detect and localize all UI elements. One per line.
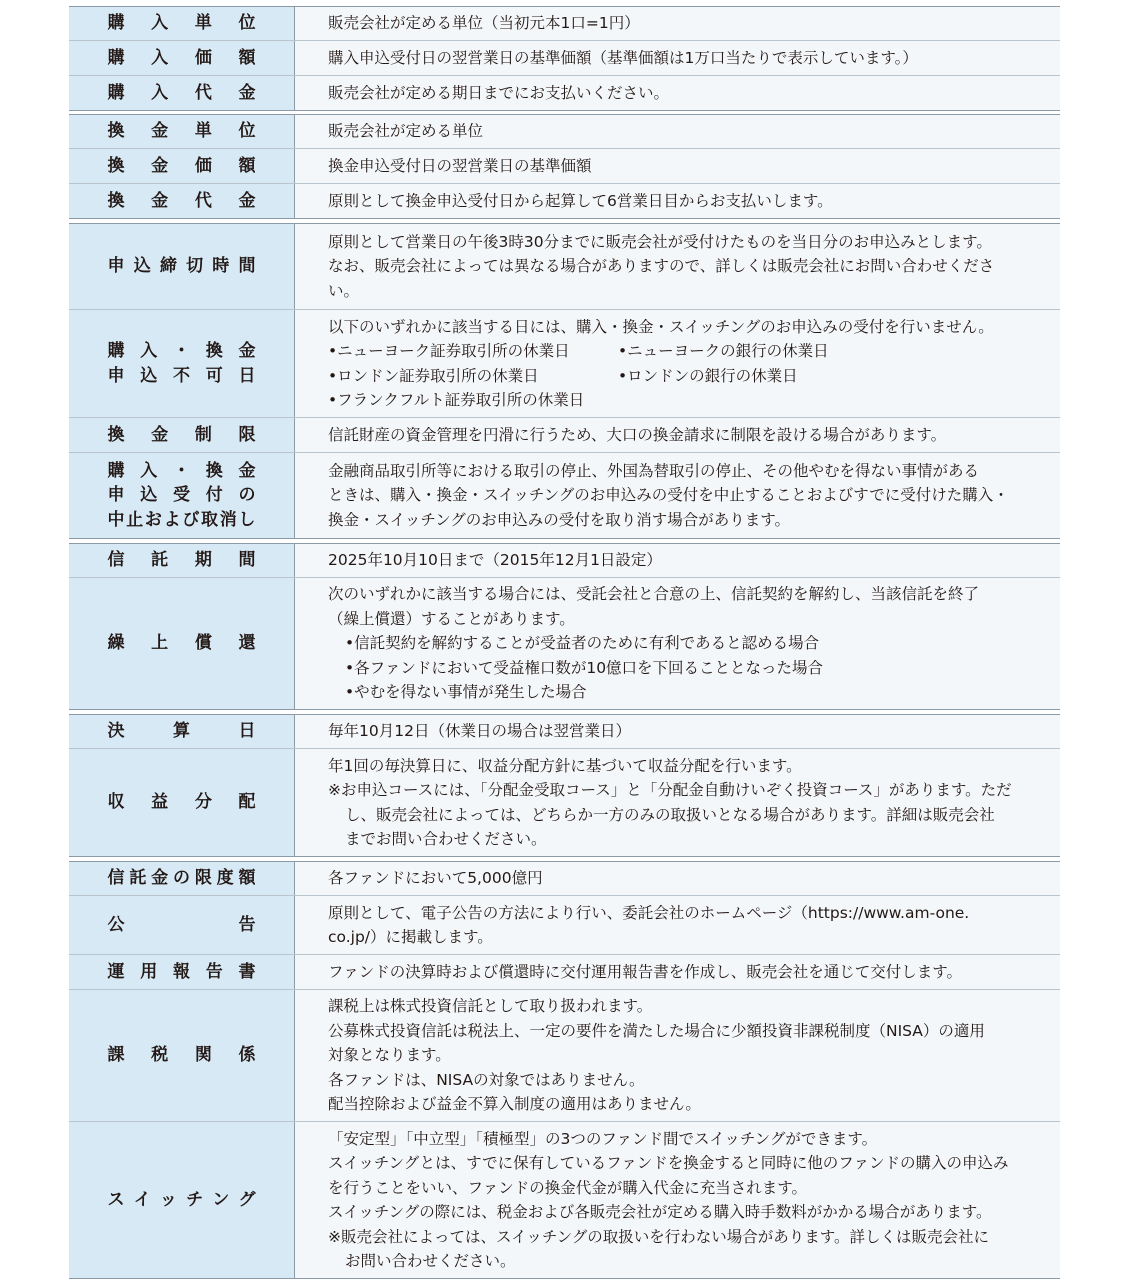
row-label-line: 申 込 不 可 日 [107,365,256,386]
row-label [69,896,295,954]
value-line: い。 [328,281,360,300]
row-value [295,896,1060,954]
value-subline: •やむを得ない事情が発生した場合 [345,683,587,702]
value-line: 以下のいずれかに該当する日には、購入・換金・スイッチングのお申込みの受付を行いません。 [328,317,994,336]
table-row [69,115,1060,148]
row-value [295,149,1060,183]
row-label-line: 申 込 締 切 時 間 [107,256,256,277]
row-label-line: 購 入 ・ 換 金 [107,460,256,481]
row-value [295,453,1060,538]
row-label-line: 収 益 分 配 [107,792,256,813]
value-line: 金融商品取引所等における取引の停止、外国為替取引の停止、その他やむを得ない事情がある [328,461,980,480]
row-value [295,578,1060,709]
row-label [69,578,295,709]
row-value [295,749,1060,856]
row-value [295,41,1060,75]
row-label-line: 換 金 制 限 [107,424,256,445]
value-subline: までお問い合わせください。 [345,830,547,848]
row-label-line: 購 入 単 位 [107,13,256,34]
row-value [295,310,1060,417]
row-label-line: 信 託 金 の 限 度 額 [107,868,256,889]
table-row [69,417,1060,452]
value-line: 各ファンドにおいて5,000億円 [328,869,543,888]
bullet-item: •ニューヨーク証券取引所の休業日 [328,342,570,360]
bullet-line [328,339,1042,364]
row-label [69,149,295,183]
value-line: 原則として換金申込受付日から起算して6営業日目からお支払いします。 [328,191,833,210]
row-value [295,1122,1060,1278]
value-line: co.jp/）に掲載します。 [328,928,493,946]
row-label-line: 換 金 単 位 [107,121,256,142]
row-label [69,76,295,110]
row-value [295,955,1060,989]
table-row [69,748,1060,856]
row-label-line: 申 込 受 付 の [107,485,256,506]
table-row [69,577,1060,709]
row-value [295,544,1060,577]
row-value [295,76,1060,110]
value-line: 各ファンドは、NISAの対象ではありません。 [328,1070,645,1089]
section-group [69,543,1060,710]
value-line: 2025年10月10日まで（2015年12月1日設定） [328,551,662,570]
table-row [69,75,1060,110]
table-row [69,544,1060,577]
row-label [69,310,295,417]
row-value [295,184,1060,218]
value-line: スイッチングの際には、税金および各販売会社が定める購入時手数料がかかる場合があります。 [328,1203,992,1221]
row-label-line: 換 金 代 金 [107,190,256,211]
value-line: 課税上は株式投資信託として取り扱われます。 [328,997,653,1016]
table-row [69,309,1060,417]
row-label [69,544,295,577]
row-value [295,862,1060,895]
row-value [295,224,1060,309]
row-label-line: 信 託 期 間 [107,550,256,571]
value-line: （繰上償還）することがあります。 [328,609,575,628]
value-line: 対象となります。 [328,1046,451,1065]
value-line: スイッチングとは、すでに保有しているファンドを換金すると同時に他のファンドの購入の申込み [328,1154,1009,1172]
value-subline: •各ファンドにおいて受益権口数が10億口を下回ることとなった場合 [345,658,824,677]
value-subline: し、販売会社によっては、どちらか一方のみの取扱いとなる場合があります。詳細は販売会社 [345,805,995,824]
row-label-line: 購 入 ・ 換 金 [107,341,256,361]
value-line: 原則として営業日の午後3時30分までに販売会社が受付けたものを当日分のお申込みとします。 [328,232,992,251]
value-line: 次のいずれかに該当する場合には、受託会社と合意の上、信託契約を解約し、当該信託を終了 [328,585,980,604]
row-label [69,224,295,309]
row-label [69,418,295,452]
bullet-line [328,364,1042,389]
row-label-line: 運 用 報 告 書 [107,961,256,982]
table-row [69,148,1060,183]
section-group [69,223,1060,539]
value-line: 年1回の毎決算日に、収益分配方針に基づいて収益分配を行います。 [328,756,802,775]
row-label-line: 公 告 [107,914,256,935]
bullet-item: •フランクフルト証券取引所の休業日 [328,391,585,409]
table-row [69,989,1060,1121]
fund-terms-table [69,6,1060,1283]
value-line: 換金・スイッチングのお申込みの受付を取り消す場合があります。 [328,510,791,529]
table-row [69,715,1060,748]
section-group [69,6,1060,111]
bullet-line [328,388,1042,413]
row-label [69,7,295,40]
value-line: 原則として、電子公告の方法により行い、委託会社のホームページ（https://www.am-one. [328,903,970,922]
row-label-line: 決 算 日 [107,721,256,742]
row-label-line: 換 金 価 額 [107,155,256,176]
value-subline: •信託契約を解約することが受益者のために有利であると認める場合 [345,634,820,653]
row-label [69,41,295,75]
row-label-line: ス イ ッ チ ン グ [107,1189,256,1210]
table-row [69,183,1060,218]
bullet-item: •ロンドン証券取引所の休業日 [328,366,539,385]
value-line: 販売会社が定める単位 [328,122,484,141]
table-row [69,1121,1060,1278]
table-row [69,452,1060,538]
row-value [295,115,1060,148]
value-line: 購入申込受付日の翌営業日の基準価額（基準価額は1万口当たりで表示しています。） [328,48,918,67]
value-line: 販売会社が定める期日までにお支払いください。 [328,83,670,102]
value-line: 配当控除および益金不算入制度の適用はありません。 [328,1095,701,1114]
table-row [69,895,1060,954]
row-label-line: 繰 上 償 還 [107,633,256,654]
value-line: ファンドの決算時および償還時に交付運用報告書を作成し、販売会社を通じて交付します。 [328,962,962,981]
row-label-line: 購 入 価 額 [107,47,256,68]
row-label [69,115,295,148]
table-row [69,862,1060,895]
row-label-line: 購 入 代 金 [107,82,256,103]
section-group [69,714,1060,857]
bullet-item: •ニューヨークの銀行の休業日 [618,342,829,360]
row-value [295,715,1060,748]
value-subline: お問い合わせください。 [345,1252,516,1270]
row-label [69,1122,295,1278]
section-group [69,861,1060,1279]
value-line: 換金申込受付日の翌営業日の基準価額 [328,156,592,175]
table-row [69,7,1060,40]
row-label-line: 課 税 関 係 [107,1045,256,1066]
row-label [69,184,295,218]
row-value [295,990,1060,1121]
value-line: ※お申込コースには、「分配金受取コース」と「分配金自動けいぞく投資コース」があります。ただ [328,781,1012,799]
table-row [69,224,1060,309]
value-line: なお、販売会社によっては異なる場合がありますので、詳しくは販売会社にお問い合わせくださ [328,257,995,276]
row-label [69,749,295,856]
row-label [69,453,295,538]
row-value [295,7,1060,40]
table-row [69,40,1060,75]
row-value [295,418,1060,452]
value-line: 毎年10月12日（休業日の場合は翌営業日） [328,722,631,741]
bullet-item: •ロンドンの銀行の休業日 [618,366,798,385]
row-label-line: 中 止 お よ び 取 消 し [107,509,256,530]
value-line: 公募株式投資信託は税法上、一定の要件を満たした場合に少額投資非課税制度（NISA）の適用 [328,1021,985,1040]
row-label [69,715,295,748]
section-group [69,114,1060,219]
value-line: ときは、購入・換金・スイッチングのお申込みの受付を中止することおよびすでに受付けた購入・ [328,486,1009,505]
row-label [69,990,295,1121]
row-label [69,862,295,895]
value-line: を行うことをいい、ファンドの換金代金が購入代金に充当されます。 [328,1178,807,1197]
value-line: ※販売会社によっては、スイッチングの取扱いを行わない場合があります。詳しくは販売会社に [328,1227,990,1246]
table-row [69,954,1060,989]
value-line: 販売会社が定める単位（当初元本1口=1円） [328,14,640,33]
row-label [69,955,295,989]
value-line: 信託財産の資金管理を円滑に行うため、大口の換金請求に制限を設ける場合があります。 [328,425,947,444]
value-line: 「安定型」「中立型」「積極型」の3つのファンド間でスイッチングができます。 [328,1129,878,1148]
